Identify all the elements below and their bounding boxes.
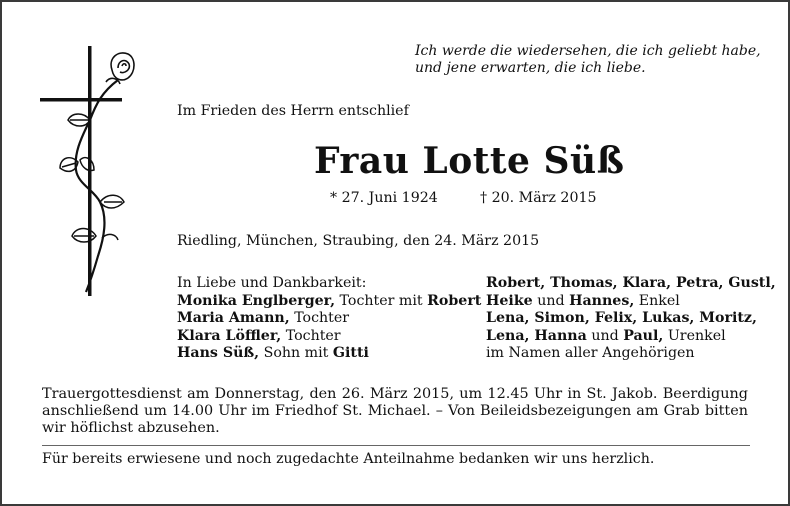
divider (42, 445, 750, 446)
death-date: † 20. März 2015 (480, 190, 597, 206)
thanks-text: Für bereits erwiesene und noch zugedachte Anteilnahme bedanken wir uns herzlich. (42, 451, 655, 467)
quote-line-1: Ich werde die wiedersehen, die ich geliebt habe, (415, 43, 761, 59)
grandchildren-row: Heike und Hannes, Enkel (486, 292, 680, 309)
mourner-row: Monika Englberger, Tochter mit Robert (177, 292, 482, 309)
relatives-line: im Namen aller Angehörigen (486, 345, 695, 361)
left-column (177, 275, 481, 363)
quote-line-2: und jene erwarten, die ich liebe. (415, 60, 646, 76)
obituary-card (2, 2, 788, 504)
grandchildren-names: Robert, Thomas, Klara, Petra, Gustl, (486, 275, 776, 291)
great-grandchildren-names: Lena, Simon, Felix, Lukas, Moritz, (486, 310, 757, 326)
left-heading: In Liebe und Dankbarkeit: (177, 275, 367, 291)
mourner-row: Hans Süß, Sohn mit Gitti (177, 345, 369, 361)
cross-with-rose-icon (38, 42, 138, 302)
mourner-row: Maria Amann, Tochter (177, 310, 350, 326)
great-grandchildren-row: Lena, Hanna und Paul, Urenkel (486, 327, 726, 344)
place-and-date: Riedling, München, Straubing, den 24. März 2015 (177, 233, 540, 249)
service-info: Trauergottesdienst am Donnerstag, den 26. März 2015, um 12.45 Uhr in St. Jakob. Beerdigung anschließend um 14.00 Uhr im Friedhof St. Michael. – Von Beileidsbezeigungen am Grab bitten wir höflichst abzusehen. (42, 386, 748, 437)
deceased-name: Frau Lotte Süß (314, 140, 625, 182)
right-column (486, 275, 776, 363)
mourner-row: Klara Löffler, Tochter (177, 327, 341, 344)
birth-date: * 27. Juni 1924 (330, 190, 438, 206)
intro-text: Im Frieden des Herrn entschlief (177, 103, 409, 119)
